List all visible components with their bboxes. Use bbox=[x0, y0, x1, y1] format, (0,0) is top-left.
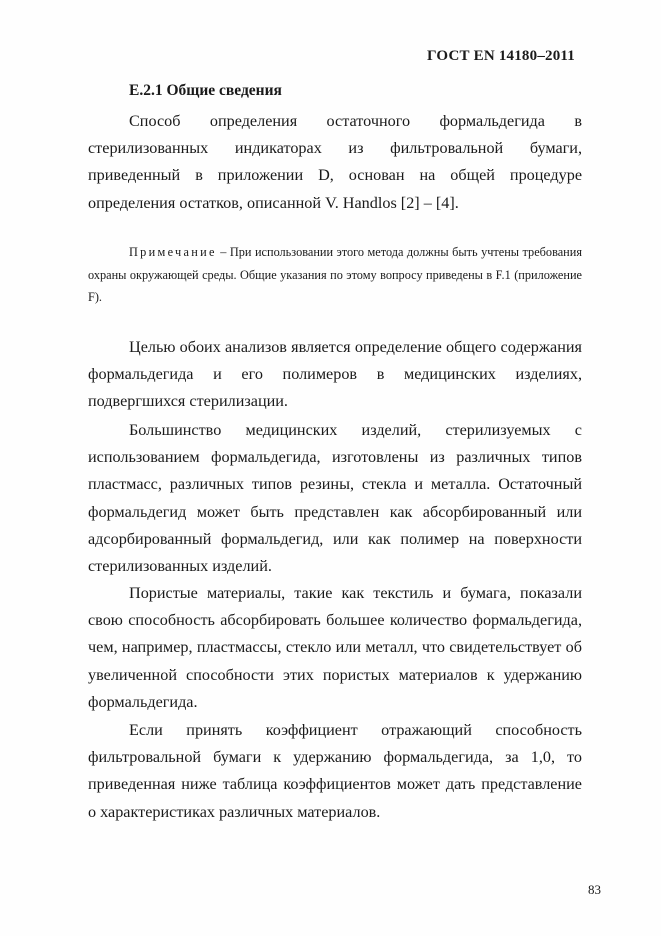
paragraph-analysis-purpose: Целью обоих анализов является определение общего содержания формальдегида и его полимеров в медицинских изделиях, подвергшихся стерилизации. bbox=[88, 338, 582, 411]
note-paragraph bbox=[88, 241, 582, 309]
note-text: – При использовании этого метода должны быть учтены требования охраны окружающей среды. Общие указания по этому вопросу приведены в F.1 (приложение F). bbox=[88, 245, 582, 304]
page-number: 83 bbox=[588, 882, 601, 897]
section-heading: E.2.1 Общие сведения bbox=[129, 82, 282, 99]
standard-code-header: ГОСТ EN 14180–2011 bbox=[427, 48, 575, 64]
paragraph-medical-devices: Большинство медицинских изделий, стерилизуемых с использованием формальдегида, изготовлены из различных типов пластмасс, различных типов резины, стекла и металла. Остаточный формальдегид может быть представлен как абсорбированный или адсорбированный формальдегид, или как полимер на поверхности стерилизованных изделий. bbox=[88, 421, 582, 576]
note-label: Примечание bbox=[129, 245, 217, 259]
paragraph-porous-materials: Пористые материалы, такие как текстиль и бумага, показали свою способность абсорбировать большее количество формальдегида, чем, например, пластмассы, стекло или металл, что свидетельствует об увеличенной способности этих пористых материалов к удержанию формальдегида. bbox=[88, 584, 582, 711]
paragraph-coefficient-table-intro: Если принять коэффициент отражающий способность фильтровальной бумаги к удержанию формальдегида, за 1,0, то приведенная ниже таблица коэффициентов может дать представление о характеристиках различных материалов. bbox=[88, 721, 582, 821]
paragraph-method-description: Способ определения остаточного формальдегида в стерилизованных индикаторах из фильтровальной бумаги, приведенный в приложении D, основан на общей процедуре определения остатков, описанной V. Handlos [2] – [4]. bbox=[88, 112, 582, 212]
